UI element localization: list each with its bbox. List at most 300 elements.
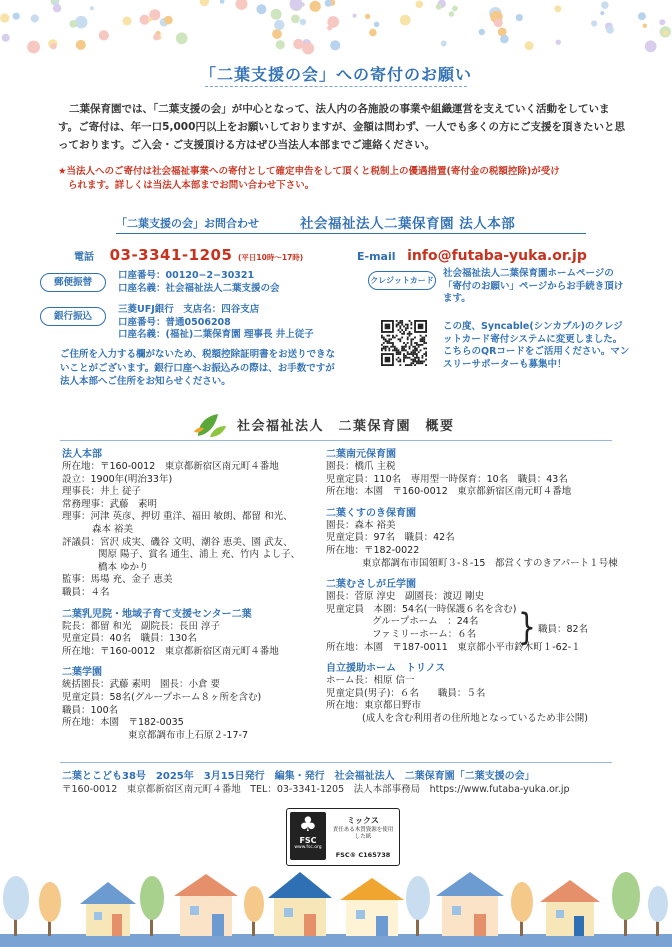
confetti-dot [13, 13, 20, 20]
qr-module [414, 353, 416, 355]
qr-module [410, 359, 412, 361]
qr-module [403, 349, 405, 351]
confetti-dot [591, 20, 597, 26]
qr-module [409, 333, 411, 335]
confetti-dot [327, 16, 339, 28]
phone-label: 電話 [74, 252, 94, 263]
qr-module [403, 353, 405, 355]
qr-module [410, 322, 412, 324]
qr-module [381, 349, 383, 351]
hq-line: 橋本 ゆかり [98, 561, 149, 573]
qr-module [403, 355, 405, 357]
qr-module [409, 364, 411, 366]
confetti-dot [2, 34, 10, 42]
qr-module [405, 344, 407, 346]
minami-line: 園長：橋爪 主税 [326, 461, 396, 472]
qr-module [383, 338, 385, 340]
qr-module [416, 362, 418, 364]
hq-line: 森本 裕美 [92, 523, 134, 535]
hq-line: 関原 陽子、賞名 通生、浦上 充、竹内 よし子、 [98, 549, 301, 561]
decorative-dots-header [0, 0, 672, 55]
qr-module [414, 357, 416, 359]
qr-module [409, 353, 411, 355]
confetti-dot [436, 4, 442, 10]
qr-module [396, 324, 398, 326]
overview-title: 社会福祉法人 二葉保育園 概要 [237, 419, 455, 434]
qr-module [410, 324, 412, 326]
qr-module [387, 335, 389, 337]
qr-module [405, 364, 407, 366]
qr-module [401, 324, 403, 326]
contact-org: 社会福祉法人二葉保育園 法人本部 [300, 216, 516, 232]
qr-module [383, 342, 385, 344]
confetti-dot [272, 29, 282, 39]
qr-module [420, 340, 422, 342]
qr-module [401, 346, 403, 348]
qr-module [423, 337, 425, 339]
qr-module [423, 340, 425, 342]
qr-module [394, 337, 396, 339]
email-link[interactable]: info@futaba-yuka.or.jp [407, 248, 587, 264]
confetti-dot [330, 40, 340, 50]
email-label: E-mail [357, 250, 396, 263]
syncable-text: この度、Syncable(シンカブル)のクレジットカード寄付システムに変更しました。こちらのQRコードをご活用ください。マンスリーサポーターも募集中！ [443, 321, 630, 370]
kusunoki-line: 園長：森本 裕美 [326, 519, 396, 531]
leaf-logo-icon [192, 410, 230, 440]
qr-module [405, 357, 407, 359]
qr-module [405, 346, 407, 348]
house-icon [174, 874, 238, 936]
qr-module [399, 338, 401, 340]
qr-module [398, 324, 400, 326]
confetti-dot [153, 34, 160, 41]
confetti-dot [353, 14, 357, 18]
qr-module [412, 362, 414, 364]
qr-module [388, 349, 390, 351]
qr-module [421, 360, 423, 362]
confetti-dot [525, 41, 534, 50]
confetti-dot [300, 19, 306, 25]
qr-module [399, 359, 401, 361]
qr-module [394, 346, 396, 348]
house-icon [436, 872, 504, 936]
qr-module [398, 349, 400, 351]
confetti-dot [310, 1, 321, 12]
qr-module [399, 331, 401, 333]
qr-module [398, 351, 400, 353]
qr-module [425, 335, 427, 337]
confetti-dot [164, 16, 173, 25]
qr-module [385, 338, 387, 340]
house-icon [340, 878, 404, 936]
qr-module [420, 360, 422, 362]
qr-module [383, 348, 385, 350]
musashi-line: ファミリーホーム：６名 [372, 628, 477, 640]
qr-module [399, 340, 401, 342]
qr-module [418, 359, 420, 361]
bank-account-name: 口座名義：(福祉)二葉保育園 理事長 井上従子 [118, 329, 314, 340]
qr-module [412, 338, 414, 340]
phone-block [74, 245, 303, 264]
qr-module [407, 333, 409, 335]
bank-account-number: 口座番号：普通0506208 [118, 316, 231, 328]
qr-module [396, 326, 398, 328]
qr-module [410, 327, 412, 329]
footer-publication: 二葉とこども38号 2025年 3月15日発行 編集・発行 社会福祉法人 二葉保育園「二葉支援の会」 [62, 771, 535, 782]
hq-title: 法人本部 [62, 449, 102, 460]
center-line: 児童定員：40名 職員：130名 [62, 633, 197, 645]
torinosu-title: 自立援助ホーム トリノス [326, 663, 446, 675]
qr-module [399, 327, 401, 329]
hq-line: 評議員：宮沢 成実、磯谷 文明、潮谷 恵美、園 武友、 [62, 536, 293, 548]
qr-module [418, 362, 420, 364]
qr-module [396, 359, 398, 361]
tree-icon [648, 886, 668, 936]
gakuen-line: 所在地：本園 〒182-0035 [62, 717, 184, 729]
qr-module [383, 337, 385, 339]
hq-line: 理事長：井上 従子 [62, 486, 142, 498]
qr-module [401, 329, 403, 331]
fsc-code: FSC® C165738 [335, 851, 391, 859]
qr-module [383, 346, 385, 348]
confetti-dot [325, 0, 332, 7]
qr-module [396, 353, 398, 355]
gakuen-title: 二葉学園 [62, 667, 102, 679]
qr-module [381, 337, 383, 339]
qr-module [421, 357, 423, 359]
minami-title: 二葉南元保育園 [326, 449, 396, 460]
qr-module [396, 335, 398, 337]
qr-module [423, 342, 425, 344]
qr-module [414, 337, 416, 339]
qr-module [396, 348, 398, 350]
qr-module [418, 351, 420, 353]
qr-module [420, 362, 422, 364]
confetti-dot [276, 40, 285, 49]
qr-module [416, 360, 418, 362]
qr-module [414, 364, 416, 366]
confetti-dot [256, 4, 266, 14]
qr-module [416, 355, 418, 357]
fsc-desc: 責任ある木質資源を使用した紙 [332, 827, 394, 840]
qr-module [403, 342, 405, 344]
qr-module [392, 335, 394, 337]
qr-module [421, 338, 423, 340]
qr-module [392, 349, 394, 351]
postal-account-number: 口座番号：00120−2−30321 [118, 270, 255, 281]
qr-module [403, 331, 405, 333]
qr-module [392, 342, 394, 344]
confetti-dot [400, 15, 411, 26]
qr-module [401, 348, 403, 350]
confetti-dot [600, 11, 604, 15]
fsc-mix: ミックス [347, 816, 379, 825]
qr-module [410, 351, 412, 353]
confetti-dot [606, 26, 614, 34]
qr-module [398, 360, 400, 362]
qr-module [416, 353, 418, 355]
qr-module [385, 349, 387, 351]
tree-icon [3, 876, 29, 936]
qr-module [407, 351, 409, 353]
confetti-dot [31, 14, 39, 22]
postal-transfer-badge: 郵便振替 [40, 273, 106, 292]
musashi-line: グループホーム ：24名 [372, 616, 479, 628]
qr-module [421, 340, 423, 342]
qr-module [403, 348, 405, 350]
qr-finder [418, 324, 424, 330]
confetti-dot [516, 14, 523, 21]
confetti-dot [449, 11, 455, 17]
qr-module [425, 342, 427, 344]
qr-module [421, 362, 423, 364]
minami-line: 児童定員：110名 専用型一時保育：10名 職員：43名 [326, 473, 568, 485]
qr-module [396, 351, 398, 353]
musashi-brace: } [518, 605, 536, 649]
confetti-dot [638, 12, 646, 20]
qr-module [399, 351, 401, 353]
qr-module [416, 348, 418, 350]
qr-module [407, 342, 409, 344]
confetti-dot [554, 5, 561, 12]
qr-module [410, 364, 412, 366]
fsc-mark [286, 808, 400, 866]
confetti-dot [500, 35, 509, 44]
qr-module [418, 346, 420, 348]
confetti-dot [663, 30, 668, 35]
page-title: 「二葉支援の会」への寄付のお願い [199, 65, 472, 84]
qr-module [416, 349, 418, 351]
qr-module [416, 357, 418, 359]
qr-code[interactable] [381, 320, 427, 366]
tree-icon [511, 882, 533, 936]
email-block [357, 245, 587, 264]
hq-line: 常務理事：武藤 素明 [62, 498, 158, 510]
confetti-dot [365, 14, 370, 19]
qr-module [412, 360, 414, 362]
qr-module [407, 357, 409, 359]
confetti-dot [176, 32, 188, 44]
qr-module [414, 346, 416, 348]
tree-icon [406, 876, 430, 936]
qr-module [407, 337, 409, 339]
hq-line: 理事：河津 英彦、押切 重洋、福田 敏朗、都留 和光、 [62, 511, 293, 523]
confetti-dot [271, 9, 282, 20]
torinosu-line: 所在地：東京都日野市 [326, 700, 422, 712]
qr-module [392, 337, 394, 339]
qr-module [410, 344, 412, 346]
qr-module [423, 360, 425, 362]
house-icon [268, 872, 332, 936]
overview-divider [60, 440, 612, 441]
confetti-dot [293, 39, 303, 49]
qr-module [381, 335, 383, 337]
qr-module [396, 349, 398, 351]
qr-module [390, 342, 392, 344]
qr-module [388, 340, 390, 342]
qr-module [396, 320, 398, 322]
qr-module [420, 335, 422, 337]
qr-module [388, 348, 390, 350]
fsc-logo-text: FSC [299, 836, 317, 845]
contact-label: 「二葉支援の会」お問合わせ [116, 217, 259, 230]
qr-module [399, 326, 401, 328]
qr-module [423, 338, 425, 340]
qr-module [394, 349, 396, 351]
tax-note [58, 165, 618, 193]
qr-module [403, 333, 405, 335]
qr-module [398, 322, 400, 324]
footer-address: 〒160-0012 東京都新宿区南元町４番地 TEL：03-3341-1205 法人本部事務局 https://www.futaba-yuka.or.jp [62, 784, 570, 795]
qr-module [403, 346, 405, 348]
town-illustration [0, 862, 672, 947]
qr-module [410, 333, 412, 335]
qr-module [399, 322, 401, 324]
qr-module [410, 362, 412, 364]
qr-module [407, 338, 409, 340]
confetti-dot [50, 43, 56, 49]
phone-number[interactable]: 03-3341-1205 [109, 246, 233, 264]
confetti-dot [291, 15, 300, 24]
qr-module [418, 344, 420, 346]
musashi-staff: 職員：82名 [538, 624, 589, 635]
torinosu-line: (成人を含む利用者の住所地となっているため非公開) [362, 712, 588, 724]
qr-module [409, 320, 411, 322]
confetti-dot [99, 30, 109, 40]
qr-module [407, 364, 409, 366]
confetti-dot [369, 29, 377, 37]
qr-module [416, 344, 418, 346]
qr-module [403, 326, 405, 328]
confetti-dot [601, 1, 609, 9]
confetti-dot [452, 5, 458, 11]
confetti-dot [0, 13, 9, 22]
qr-module [423, 353, 425, 355]
qr-module [390, 346, 392, 348]
qr-module [405, 349, 407, 351]
qr-module [425, 348, 427, 350]
qr-module [401, 333, 403, 335]
qr-module [418, 360, 420, 362]
qr-module [414, 348, 416, 350]
confetti-dot [220, 0, 225, 4]
confetti-dot [643, 24, 647, 28]
qr-module [401, 322, 403, 324]
confetti-dot [123, 17, 132, 26]
musashi-line: 児童定員 本園：54名(一時保護６名を含む) [326, 603, 517, 615]
house-icon [80, 882, 136, 936]
confetti-dot [645, 40, 657, 52]
qr-module [392, 346, 394, 348]
house-icon [540, 880, 600, 936]
hq-line: 設立：1900年(明治33年) [62, 473, 173, 485]
qr-module [423, 348, 425, 350]
gakuen-line: 児童定員：58名(グループホーム８ヶ所を含む) [62, 691, 262, 703]
kusunoki-title: 二葉くすのき保育園 [326, 507, 416, 519]
qr-module [398, 338, 400, 340]
qr-module [414, 359, 416, 361]
qr-module [388, 338, 390, 340]
qr-module [394, 348, 396, 350]
qr-module [412, 346, 414, 348]
tree-icon [140, 876, 164, 936]
qr-module [405, 329, 407, 331]
qr-module [407, 327, 409, 329]
musashi-line: 園長：菅原 淳史 副園長：渡辺 剛史 [326, 591, 485, 603]
torinosu-line: ホーム長：相原 信一 [326, 675, 415, 687]
qr-module [414, 342, 416, 344]
qr-module [414, 349, 416, 351]
qr-module [425, 355, 427, 357]
qr-module [398, 329, 400, 331]
qr-module [388, 342, 390, 344]
qr-module [410, 353, 412, 355]
qr-module [412, 349, 414, 351]
bank-branch: 三菱UFJ銀行 支店名：四谷支店 [118, 304, 260, 315]
qr-module [403, 360, 405, 362]
confetti-dot [494, 18, 503, 27]
confetti-dot [76, 40, 86, 50]
qr-module [425, 359, 427, 361]
qr-module [399, 364, 401, 366]
qr-module [421, 344, 423, 346]
qr-module [414, 351, 416, 353]
gakuen-line: 統括園長：武藤 素明 園長：小倉 要 [62, 679, 221, 691]
confetti-dot [441, 41, 447, 47]
tree-icon [612, 872, 640, 936]
qr-module [425, 364, 427, 366]
tree-icon [244, 886, 264, 936]
qr-module [416, 342, 418, 344]
credit-card-badge: クレジットカード [368, 271, 436, 290]
qr-module [392, 344, 394, 346]
confetti-dot [236, 0, 248, 10]
left-column [62, 448, 322, 742]
kusunoki-line: 児童定員：97名 職員：42名 [326, 532, 455, 544]
intro-paragraph: 二葉保育園では、「二葉支援の会」が中心となって、法人内の各施設の事業や組織運営を支えていく活動をしています。ご寄付は、年一口5,000円以上をお願いしておりますが、金額は問わず、一人でも多くの方にご支援を頂きたいと思っております。ご入会・ご支援頂ける方はぜひ当法人本部までご連絡ください。 [58, 103, 626, 151]
qr-finder [385, 324, 391, 330]
confetti-dot [90, 6, 94, 10]
confetti-dot [27, 41, 40, 54]
tax-note-line2: られます。詳しくは当法人本部までお問い合わせ下さい。 [68, 180, 315, 191]
qr-module [385, 340, 387, 342]
qr-module [399, 360, 401, 362]
minami-line: 所在地：本園 〒160-0012 東京都新宿区南元町４番地 [326, 486, 572, 498]
qr-module [405, 327, 407, 329]
qr-module [425, 351, 427, 353]
qr-module [409, 346, 411, 348]
gakuen-line: 職員：100名 [62, 704, 119, 716]
confetti-dot [69, 20, 77, 28]
qr-module [381, 348, 383, 350]
qr-module [385, 346, 387, 348]
qr-module [409, 335, 411, 337]
contact-header [116, 213, 586, 234]
qr-module [409, 348, 411, 350]
qr-module [407, 324, 409, 326]
musashi-title: 二葉むさしが丘学園 [326, 579, 416, 591]
center-line: 所在地：〒160-0012 東京都新宿区南元町４番地 [62, 645, 279, 657]
confetti-dot [148, 17, 152, 21]
qr-module [412, 351, 414, 353]
qr-module [401, 349, 403, 351]
qr-module [398, 357, 400, 359]
qr-module [409, 357, 411, 359]
confetti-dot [556, 40, 561, 45]
center-line: 院長：都留 和光 副院長：長田 淳子 [62, 620, 221, 632]
qr-module [405, 324, 407, 326]
qr-module [420, 338, 422, 340]
